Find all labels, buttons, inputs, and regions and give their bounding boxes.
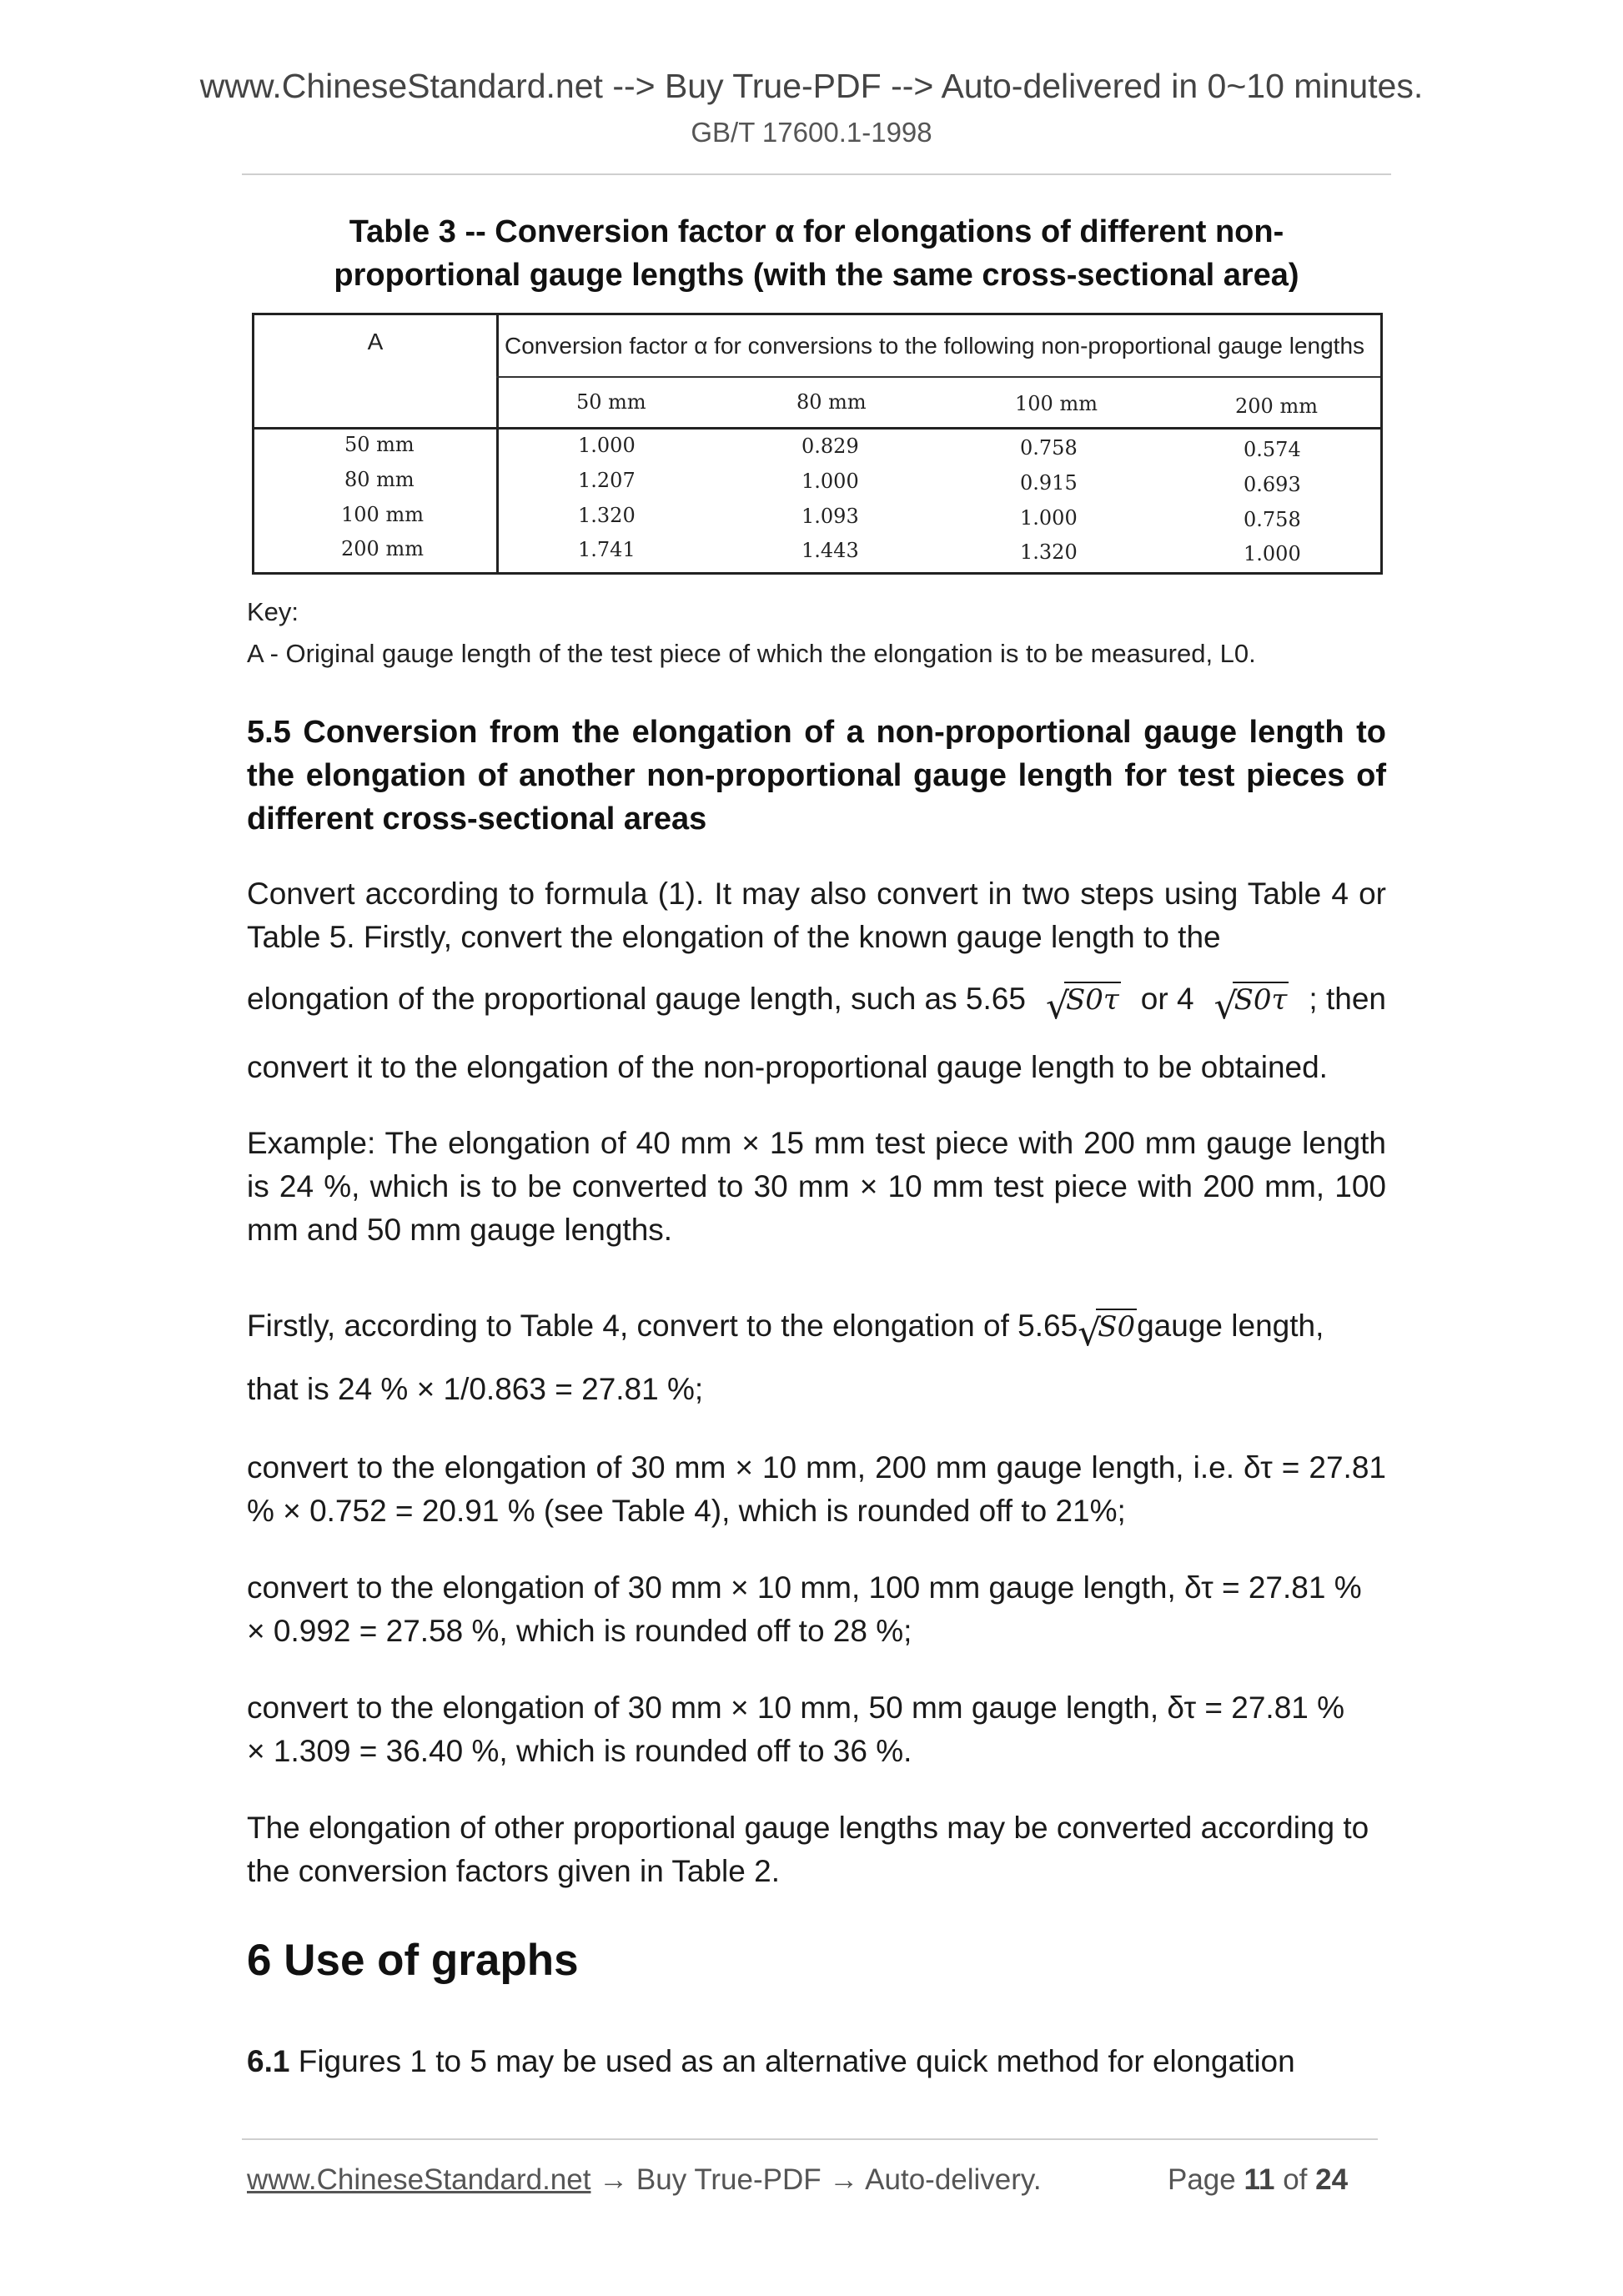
text-span: Firstly, according to Table 4, convert to the elongation of 5.65 <box>247 1309 1078 1343</box>
row-label: 80 mm <box>344 468 415 491</box>
table-caption <box>242 210 1391 297</box>
text-span: gauge length, <box>1137 1309 1324 1343</box>
text-line: × 0.992 = 27.58 %, which is rounded off to 28 %; <box>247 1614 912 1648</box>
text-line: convert to the elongation of 30 mm × 10 mm, 50 mm gauge length, δτ = 27.81 % <box>247 1691 1345 1725</box>
text-line: convert to the elongation of 30 mm × 10 mm, 100 mm gauge length, δτ = 27.81 % <box>247 1570 1362 1605</box>
column-header: 200 mm <box>1235 394 1318 418</box>
header-banner: www.ChineseStandard.net --> Buy True-PDF --> Auto-delivered in 0~10 minutes. <box>199 67 1424 105</box>
table-cell: 1.000 <box>801 470 859 493</box>
radical-sign-icon: √ <box>1046 985 1070 1027</box>
table-cell: 1.320 <box>1020 540 1078 564</box>
paragraph: The elongation of other proportional gauge lengths may be converted according to the conversion factors given in Table 2. <box>247 1811 1369 1888</box>
table-cell: 1.207 <box>578 469 636 492</box>
header-divider <box>242 173 1391 175</box>
of-label: of <box>1274 2163 1316 2196</box>
row-label: 50 mm <box>344 433 415 456</box>
section-5-5-heading: 5.5 Conversion from the elongation of a non-proportional gauge length to the elongation of another non-proportional gauge length for test pieces of different cross-sectional areas <box>247 715 1386 837</box>
paragraph-formula-line <box>247 1304 1386 1354</box>
column-header: 80 mm <box>796 390 867 414</box>
paragraph-formula-line <box>247 977 1386 1027</box>
sqrt-formula <box>1213 977 1289 1027</box>
paragraph <box>247 2040 1386 2083</box>
text-span: elongation of the proportional gauge length, such as 5.65 <box>247 982 1026 1016</box>
row-label: 100 mm <box>341 503 424 526</box>
radical-sign-icon: √ <box>1213 985 1238 1027</box>
table-cell: 0.915 <box>1020 471 1078 495</box>
website-link[interactable]: www.ChineseStandard.net <box>247 2163 591 2196</box>
span-header: Conversion factor α for conversions to the following non-proportional gauge lengths <box>505 333 1365 359</box>
table-cell: 0.574 <box>1244 438 1301 461</box>
text-span: Figures 1 to 5 may be used as an alternative quick method for elongation <box>289 2044 1295 2078</box>
page-number: 11 <box>1244 2163 1275 2196</box>
text-span: ; then <box>1309 982 1386 1016</box>
radicand: S0τ <box>1234 983 1288 1017</box>
standard-number: GB/T 17600.1-1998 <box>691 117 932 148</box>
sqrt-formula <box>1078 1304 1137 1354</box>
example-paragraph: Example: The elongation of 40 mm × 15 mm test piece with 200 mm gauge length is 24 %, which is to be converted to 30 mm × 10 mm test piece with 200 mm, 100 mm and 50 mm gauge lengths. <box>247 1126 1386 1247</box>
page-label: Page <box>1168 2163 1244 2196</box>
table-vertical-rule <box>496 315 499 572</box>
clause-number: 6.1 <box>247 2044 290 2078</box>
table-body-rule <box>254 427 1380 430</box>
column-a-header: A <box>367 329 384 354</box>
table-cell: 1.000 <box>1020 506 1078 530</box>
key-title: Key: <box>247 597 299 626</box>
paragraph: Convert according to formula (1). It may also convert in two steps using Table 4 or Table 5. Firstly, convert the elongation of the known gauge length to the <box>247 877 1386 954</box>
sqrt-formula <box>1046 977 1121 1027</box>
text-line: × 1.309 = 36.40 %, which is rounded off to 36 %. <box>247 1734 912 1768</box>
table-cell: 1.000 <box>1244 542 1301 565</box>
key-description: A - Original gauge length of the test piece of which the elongation is to be measured, L0. <box>247 639 1256 668</box>
table-caption-line2: proportional gauge lengths (with the same cross-sectional area) <box>334 258 1299 293</box>
section-6-heading: 6 Use of graphs <box>247 1936 579 1985</box>
conversion-table <box>252 313 1383 575</box>
table-cell: 1.000 <box>578 434 636 457</box>
row-label: 200 mm <box>341 537 424 560</box>
table-cell: 0.758 <box>1020 436 1078 460</box>
paragraph: that is 24 % × 1/0.863 = 27.81 %; <box>247 1372 704 1406</box>
table-cell: 1.741 <box>578 538 636 561</box>
table-header-rule <box>496 376 1380 378</box>
table-cell: 1.320 <box>578 504 636 527</box>
paragraph: convert to the elongation of 30 mm × 10 mm, 200 mm gauge length, i.e. δτ = 27.81 % × 0.752 = 20.91 % (see Table 4), which is rounded off to 21%; <box>247 1450 1386 1528</box>
table-cell: 1.443 <box>801 539 859 562</box>
table-cell: 0.693 <box>1244 473 1301 496</box>
text-span: or 4 <box>1140 982 1194 1016</box>
table-cell: 0.829 <box>801 435 859 458</box>
footer-divider <box>242 2138 1378 2140</box>
page-indicator <box>1168 2163 1348 2197</box>
paragraph: convert it to the elongation of the non-proportional gauge length to be obtained. <box>247 1050 1328 1084</box>
radicand: S0 <box>1098 1310 1136 1344</box>
footer-promo <box>247 2163 1042 2197</box>
table-cell: 1.093 <box>801 505 859 528</box>
table-caption-line1: Table 3 -- Conversion factor α for elongations of different non- <box>349 214 1284 249</box>
table-cell: 0.758 <box>1244 508 1301 531</box>
radical-sign-icon: √ <box>1078 1312 1102 1354</box>
footer-text: → Buy True-PDF → Auto-delivery. <box>590 2163 1042 2196</box>
page-total: 24 <box>1315 2163 1349 2196</box>
radicand: S0τ <box>1066 983 1119 1017</box>
column-header: 100 mm <box>1015 392 1098 415</box>
column-header: 50 mm <box>576 390 646 414</box>
paragraph <box>247 1686 1398 1773</box>
paragraph <box>247 1566 1414 1653</box>
